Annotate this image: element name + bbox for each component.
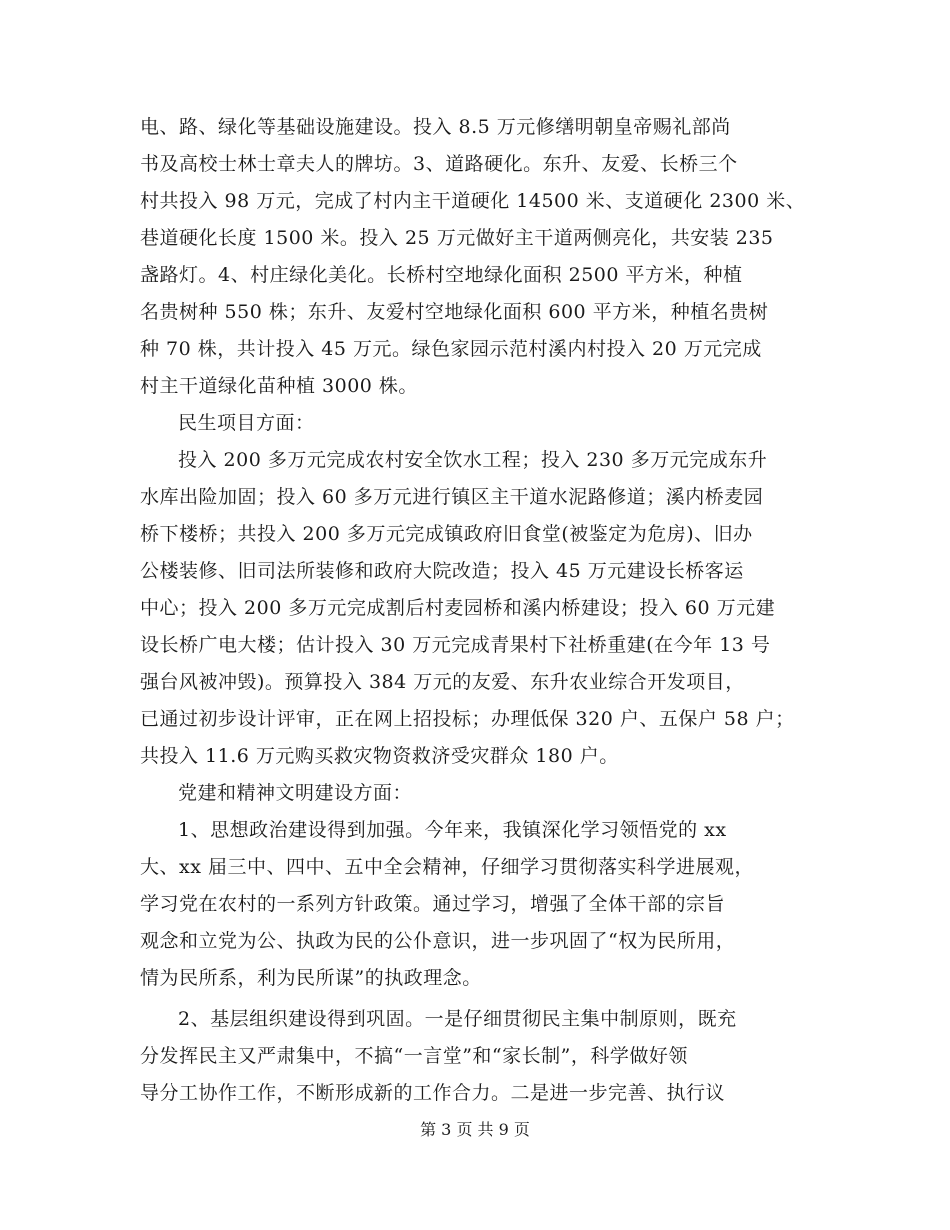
text-line: 分发挥民主又严肃集中，不搞“一言堂”和“家长制”，科学做好领 bbox=[140, 1045, 688, 1067]
text-line: 村主干道绿化苗种植 3000 株。 bbox=[140, 375, 418, 397]
text-line: 2、基层组织建设得到巩固。一是仔细贯彻民主集中制原则，既充 bbox=[178, 1008, 737, 1030]
text-line: 投入 200 多万元完成农村安全饮水工程；投入 230 多万元完成东升 bbox=[178, 449, 768, 471]
section-heading-party-building: 党建和精神文明建设方面： bbox=[178, 782, 413, 804]
text-line: 观念和立党为公、执政为民的公仆意识，进一步巩固了“权为民所用， bbox=[140, 930, 736, 952]
text-line: 导分工协作工作，不断形成新的工作合力。二是进一步完善、执行议 bbox=[140, 1082, 726, 1104]
text-line: 1、思想政治建设得到加强。今年来，我镇深化学习领悟党的 xx bbox=[178, 819, 727, 841]
text-line: 中心；投入 200 多万元完成割后村麦园桥和溪内桥建设；投入 60 万元建 bbox=[140, 597, 776, 619]
text-line: 水库出险加固；投入 60 多万元进行镇区主干道水泥路修道；溪内桥麦园 bbox=[140, 486, 764, 508]
section-heading-livelihood: 民生项目方面： bbox=[178, 412, 315, 434]
text-line: 设长桥广电大楼；估计投入 30 万元完成青果村下社桥重建(在今年 13 号 bbox=[140, 634, 771, 656]
text-line: 情为民所系，利为民所谋”的执政理念。 bbox=[140, 967, 482, 989]
text-line: 已通过初步设计评审，正在网上招投标；办理低保 320 户、五保户 58 户； bbox=[140, 708, 795, 730]
text-line: 巷道硬化长度 1500 米。投入 25 万元做好主干道两侧亮化，共安装 235 bbox=[140, 227, 774, 249]
page-number-footer: 第 3 页 共 9 页 bbox=[420, 1120, 530, 1139]
text-line: 盏路灯。4、村庄绿化美化。长桥村空地绿化面积 2500 平方米，种植 bbox=[140, 264, 743, 286]
text-line: 大、xx 届三中、四中、五中全会精神，仔细学习贯彻落实科学进展观， bbox=[140, 856, 754, 878]
text-line: 共投入 11.6 万元购买救灾物资救济受灾群众 180 户。 bbox=[140, 745, 619, 767]
text-line: 桥下楼桥；共投入 200 多万元完成镇政府旧食堂(被鉴定为危房)、旧办 bbox=[140, 523, 753, 545]
document-body bbox=[140, 109, 830, 1112]
text-line: 书及高校士林士章夫人的牌坊。3、道路硬化。东升、友爱、长桥三个 bbox=[140, 153, 738, 175]
text-line: 名贵树种 550 株；东升、友爱村空地绿化面积 600 平方米，种植名贵树 bbox=[140, 301, 769, 323]
text-line: 公楼装修、旧司法所装修和政府大院改造；投入 45 万元建设长桥客运 bbox=[140, 560, 744, 582]
text-line: 种 70 株，共计投入 45 万元。绿色家园示范村溪内村投入 20 万元完成 bbox=[140, 338, 762, 360]
text-line: 学习党在农村的一系列方针政策。通过学习，增强了全体干部的宗旨 bbox=[140, 893, 726, 915]
text-line: 电、路、绿化等基础设施建设。投入 8.5 万元修缮明朝皇帝赐礼部尚 bbox=[140, 116, 731, 138]
text-line: 强台风被冲毁)。预算投入 384 万元的友爱、东升农业综合开发项目， bbox=[140, 671, 745, 693]
text-line: 村共投入 98 万元，完成了村内主干道硬化 14500 米、支道硬化 2300 米、 bbox=[140, 190, 806, 212]
